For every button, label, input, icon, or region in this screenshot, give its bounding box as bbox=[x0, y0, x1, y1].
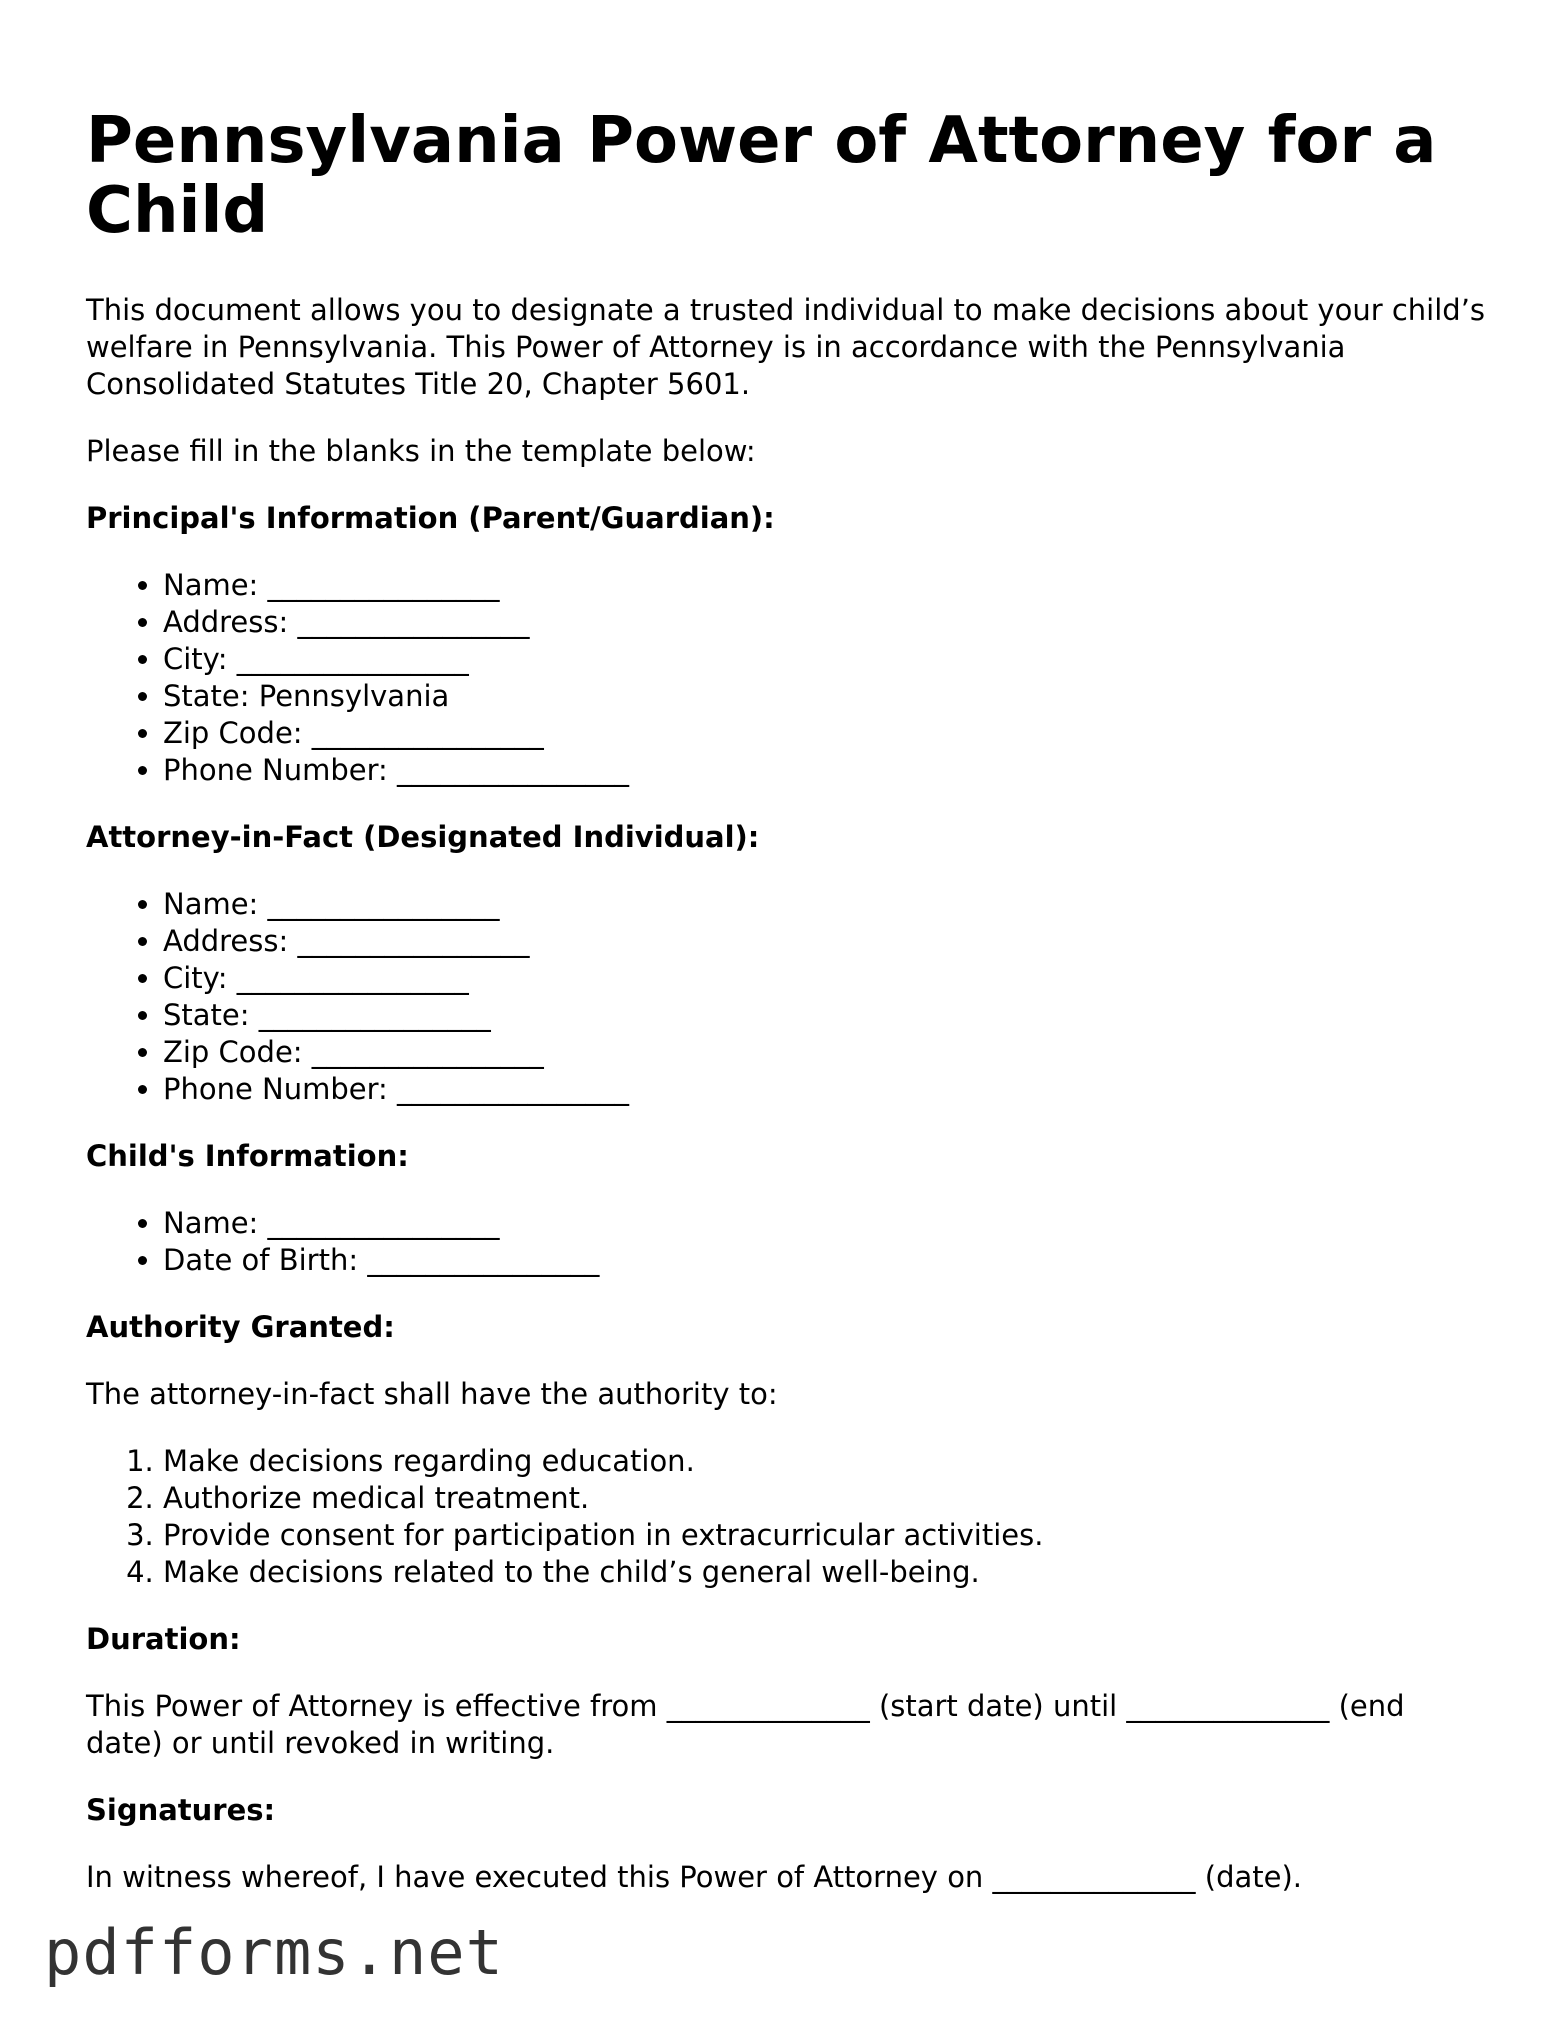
principal-city-field[interactable]: • City: ________________ bbox=[163, 641, 1486, 678]
principal-name-field[interactable]: • Name: ________________ bbox=[163, 567, 1486, 604]
authority-intro: The attorney-in-fact shall have the authority to: bbox=[86, 1377, 778, 1411]
principal-phone-field[interactable]: • Phone Number: ________________ bbox=[163, 752, 1486, 789]
attorney-heading: Attorney-in-Fact (Designated Individual): bbox=[86, 820, 760, 854]
document-page bbox=[86, 106, 1486, 1926]
child-dob-field[interactable]: • Date of Birth: ________________ bbox=[163, 1242, 1486, 1279]
authority-item: 4. Make decisions related to the child’s general well-being. bbox=[163, 1554, 1486, 1591]
authority-item: 3. Provide consent for participation in extracurricular activities. bbox=[163, 1517, 1486, 1554]
child-list bbox=[86, 1205, 1486, 1279]
authority-list bbox=[86, 1443, 1486, 1591]
attorney-zip-field[interactable]: • Zip Code: ________________ bbox=[163, 1034, 1486, 1071]
principal-address-field[interactable]: • Address: ________________ bbox=[163, 604, 1486, 641]
principal-list bbox=[86, 567, 1486, 789]
watermark-logo: pdfforms.net bbox=[44, 1916, 504, 1989]
signatures-heading: Signatures: bbox=[86, 1793, 276, 1827]
attorney-city-field[interactable]: • City: ________________ bbox=[163, 960, 1486, 997]
intro-paragraph: This document allows you to designate a trusted individual to make decisions about your child’s welfare in Pennsylvania. This Power of Attorney is in accordance with the Pennsylvania Consolidated Statutes Title 20, Chapter 5601. bbox=[86, 293, 1486, 401]
attorney-address-field[interactable]: • Address: ________________ bbox=[163, 923, 1486, 960]
principal-zip-field[interactable]: • Zip Code: ________________ bbox=[163, 715, 1486, 752]
authority-item: 2. Authorize medical treatment. bbox=[163, 1480, 1486, 1517]
duration-heading: Duration: bbox=[86, 1622, 241, 1656]
authority-heading: Authority Granted: bbox=[86, 1310, 395, 1344]
signatures-text[interactable]: In witness whereof, I have executed this Power of Attorney on ______________ (date). bbox=[86, 1860, 1302, 1894]
attorney-state-field[interactable]: • State: ________________ bbox=[163, 997, 1486, 1034]
principal-state-field: • State: Pennsylvania bbox=[163, 678, 1486, 715]
attorney-name-field[interactable]: • Name: ________________ bbox=[163, 886, 1486, 923]
principal-heading: Principal's Information (Parent/Guardian): bbox=[86, 501, 775, 535]
child-heading: Child's Information: bbox=[86, 1139, 409, 1173]
document-title: Pennsylvania Power of Attorney for a Child bbox=[86, 104, 1437, 248]
instructions-paragraph: Please fill in the blanks in the template below: bbox=[86, 434, 756, 468]
authority-item: 1. Make decisions regarding education. bbox=[163, 1443, 1486, 1480]
attorney-list bbox=[86, 886, 1486, 1108]
attorney-phone-field[interactable]: • Phone Number: ________________ bbox=[163, 1071, 1486, 1108]
child-name-field[interactable]: • Name: ________________ bbox=[163, 1205, 1486, 1242]
duration-text[interactable]: This Power of Attorney is effective from ______________ (start date) until ______________ (end date) or until revoked in writing. bbox=[86, 1689, 1405, 1760]
